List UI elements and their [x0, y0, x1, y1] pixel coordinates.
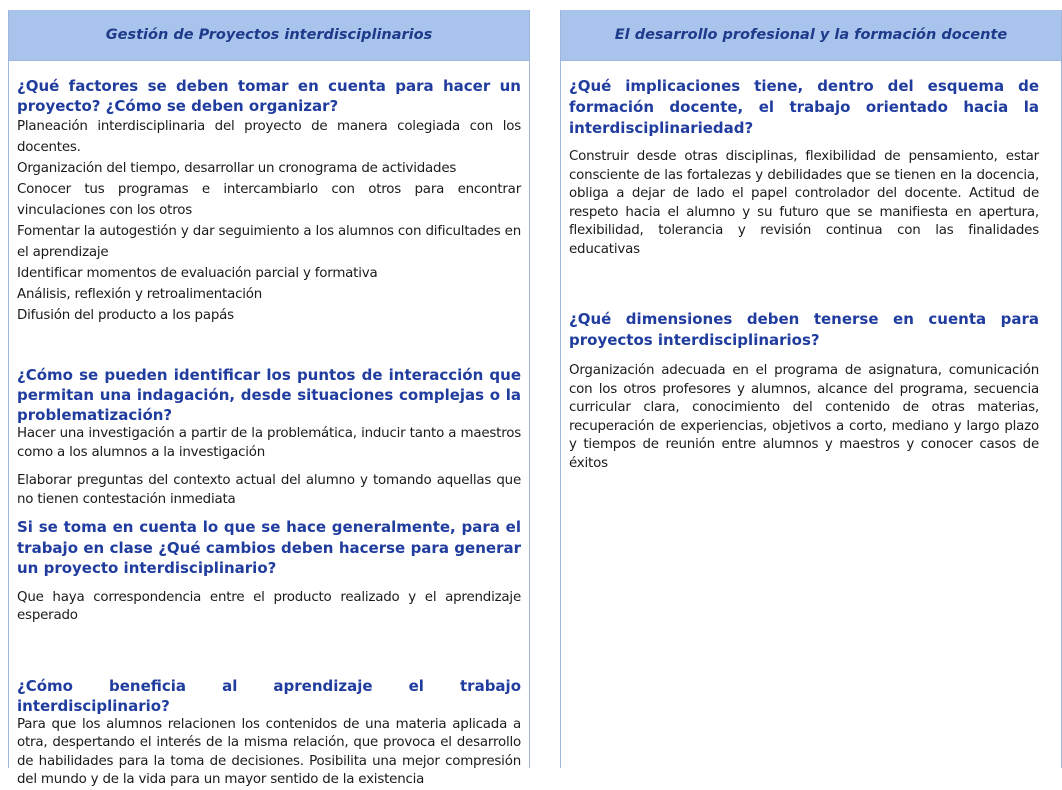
answer-text: Hacer una investigación a partir de la problemática, inducir tanto a maestros como a los alumnos a la investigación	[17, 426, 521, 460]
question-heading: ¿Qué dimensiones deben tenerse en cuenta para proyectos interdisciplinarios?	[569, 310, 1039, 349]
question-heading: Si se toma en cuenta lo que se hace generalmente, para el trabajo en clase ¿Qué cambios deben hacerse para generar un proyecto interdisciplinario?	[17, 518, 521, 577]
right-panel	[560, 10, 1062, 768]
qa-block	[17, 76, 521, 326]
right-panel-content	[569, 76, 1039, 768]
qa-block	[17, 517, 521, 626]
answer-text: Difusión del producto a los papás	[17, 308, 234, 323]
answer-text: Planeación interdisciplinaria del proyecto de manera colegiada con los docentes.	[17, 119, 521, 155]
answer-text: Análisis, reflexión y retroalimentación	[17, 287, 263, 302]
answer-text: Que haya correspondencia entre el producto realizado y el aprendizaje esperado	[17, 589, 521, 623]
question-heading: ¿Qué implicaciones tiene, dentro del esquema de formación docente, el trabajo orientado hacia la interdisciplinariedad?	[569, 77, 1039, 137]
answer-text: Para que los alumnos relacionen los contenidos de una materia aplicada a otra, despertando el interés de la misma relación, que provoca el desarrollo de habilidades para la toma de decisiones. Posibilita una mejor compresión del mundo y de la vida para un mayor sentido de la existencia	[17, 716, 521, 787]
answer-text: Conocer tus programas e intercambiarlo con otros para encontrar vinculaciones con los otros	[17, 182, 521, 218]
qa-block	[569, 76, 1039, 259]
answer-text: Organización adecuada en el programa de asignatura, comunicación con los otros profesores y alumnos, alcance del programa, secuencia curricular clara, conocimiento del contenido de otras materias, recuperación de experiencias, objetivos a corto, mediano y largo plazo y tiempos de reunión entre alumnos y maestros y conocer casos de éxitos	[569, 363, 1039, 471]
question-heading: ¿Qué factores se deben tomar en cuenta para hacer un proyecto? ¿Cómo se deben organizar?	[17, 77, 521, 115]
right-panel-header: El desarrollo profesional y la formación docente	[561, 10, 1061, 61]
left-panel-content	[17, 76, 521, 787]
answer-text: Organización del tiempo, desarrollar un cronograma de actividades	[17, 161, 457, 176]
qa-block	[17, 676, 521, 790]
answer-text: Fomentar la autogestión y dar seguimiento a los alumnos con dificultades en el aprendizaje	[17, 224, 521, 260]
answer-text: Construir desde otras disciplinas, flexibilidad de pensamiento, estar consciente de las fortalezas y debilidades que se tienen en la docencia, obliga a dejar de lado el papel controlador del docente. Actitud de respeto hacia el alumno y su futuro que se manifiesta en apertura, flexibilidad, tolerancia y revisión continua con las finalidades educativas	[569, 149, 1039, 257]
answer-text: Elaborar preguntas del contexto actual del alumno y tomando aquellas que no tienen contestación inmediata	[17, 473, 521, 507]
qa-block	[17, 365, 521, 509]
question-heading: ¿Cómo se pueden identificar los puntos de interacción que permitan una indagación, desde situaciones complejas o la problematización?	[17, 366, 521, 424]
left-panel	[8, 10, 530, 787]
qa-block	[569, 309, 1039, 473]
question-heading: ¿Cómo beneficia al aprendizaje el trabajo interdisciplinario?	[17, 676, 521, 715]
answer-text: Identificar momentos de evaluación parcial y formativa	[17, 266, 378, 281]
left-panel-header: Gestión de Proyectos interdisciplinarios	[9, 10, 529, 61]
